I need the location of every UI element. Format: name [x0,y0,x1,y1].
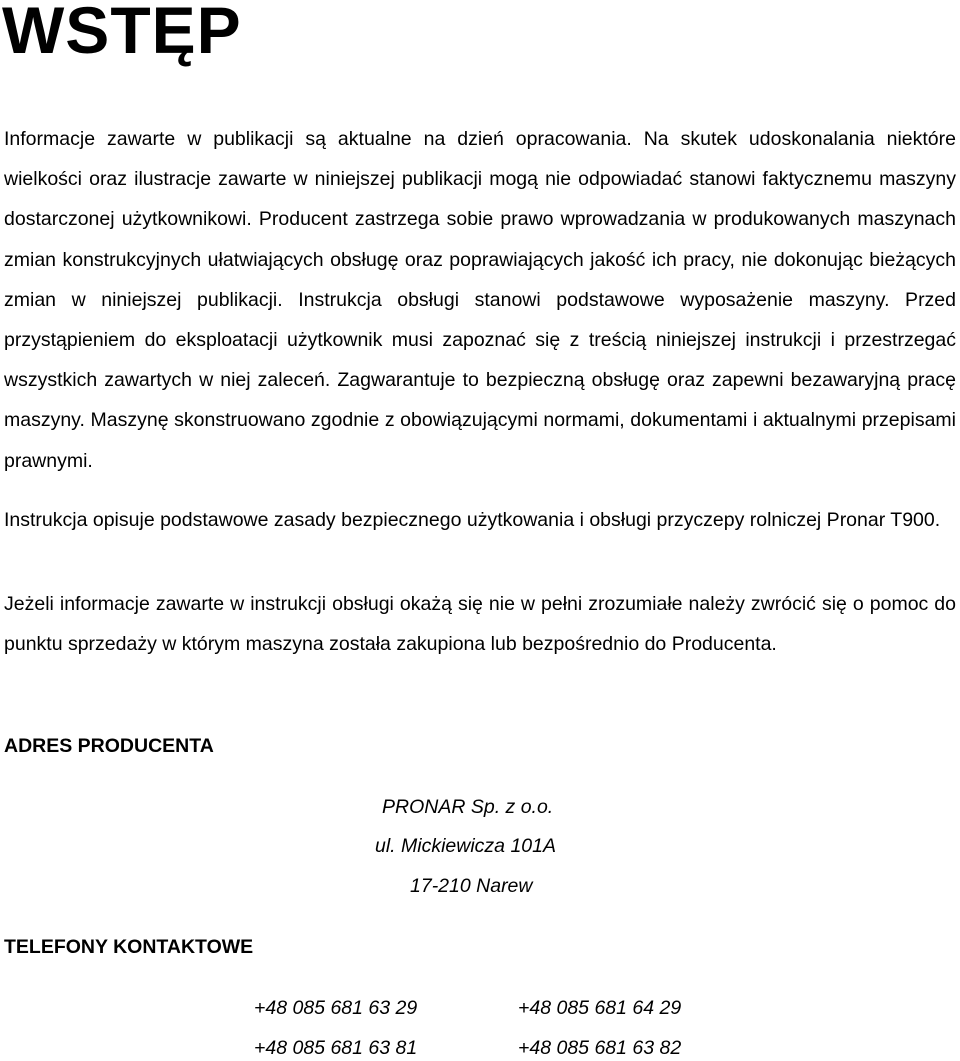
company-street: ul. Mickiewicza 101A [375,835,556,857]
address-heading: ADRES PRODUCENTA [4,735,214,757]
scope-paragraph: Instrukcja opisuje podstawowe zasady bezpiecznego użytkowania i obsługi przyczepy rolniczej Pronar T900. [4,509,941,531]
phones-heading: TELEFONY KONTAKTOWE [4,936,254,958]
phone-number: +48 085 681 63 29 [254,997,418,1019]
phone-number: +48 085 681 63 81 [254,1037,418,1059]
company-name: PRONAR Sp. z o.o. [382,796,554,818]
page-title: WSTĘP [2,0,242,67]
phone-number: +48 085 681 63 82 [518,1037,682,1059]
phone-number: +48 085 681 64 29 [518,997,682,1019]
company-city: 17-210 Narew [410,875,533,897]
help-paragraph: Jeżeli informacje zawarte w instrukcji obsługi okażą się nie w pełni zrozumiałe należy zwrócić się o pomoc do punktu sprzedaży w którym maszyna została zakupiona lub bezpośrednio do Producenta. [4,593,956,656]
intro-paragraph: Informacje zawarte w publikacji są aktualne na dzień opracowania. Na skutek udoskonalania niektóre wielkości oraz ilustracje zawarte w niniejszej publikacji mogą nie odpowiadać stanowi faktycznemu maszyny dostarczonej użytkownikowi. Producent zastrzega sobie prawo wprowadzania w produkowanych maszynach zmian konstrukcyjnych ułatwiających obsługę oraz poprawiających jakość ich pracy, nie dokonując bieżących zmian w niniejszej publikacji. Instrukcja obsługi stanowi podstawowe wyposażenie maszyny. Przed przystąpieniem do eksploatacji użytkownik musi zapoznać się z treścią niniejszej instrukcji i przestrzegać wszystkich zawartych w niej zaleceń. Zagwarantuje to bezpieczną obsługę oraz zapewni bezawaryjną pracę maszyny. Maszynę skonstruowano zgodnie z obowiązującymi normami, dokumentami i aktualnymi przepisami prawnymi. [4,128,956,472]
